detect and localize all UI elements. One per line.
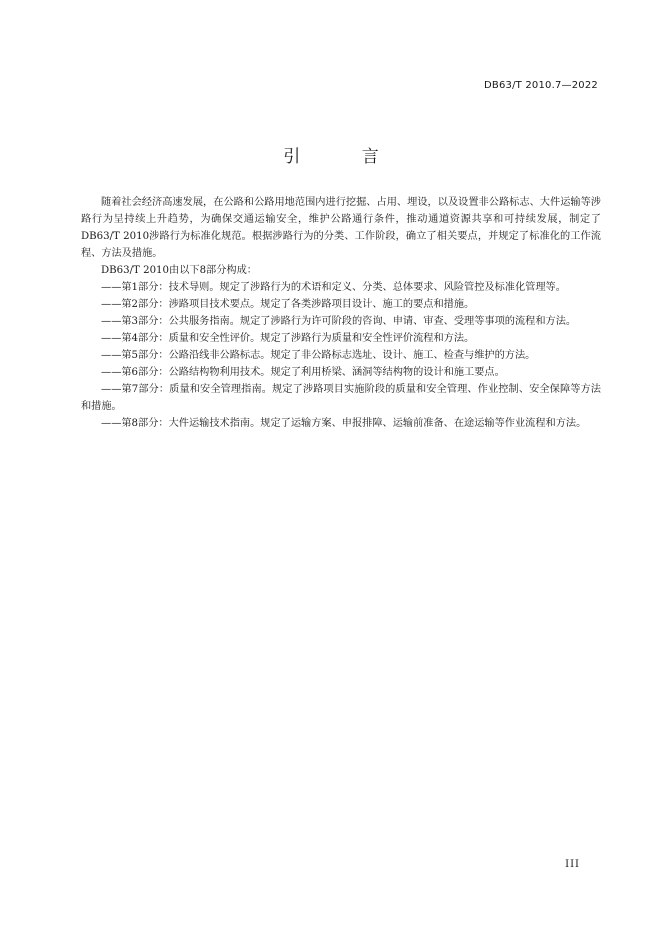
- parts-overview: DB63/T 2010由以下8部分构成：: [101, 265, 257, 276]
- part-item: ——第8部分：大件运输技术指南。规定了运输方案、申报排障、运输前准备、在途运输等作业流程和方法。: [101, 418, 587, 429]
- intro-paragraph: 随着社会经济高速发展，在公路和公路用地范围内进行挖掘、占用、埋设，以及设置非公路标志、大件运输等涉路行为呈持续上升趋势，为确保交通运输安全，维护公路通行条件，推动通道资源共享和可持续发展，制定了DB63/T 2010涉路行为标准化规范。根据涉路行为的分类、工作阶段，确立了相关要点，并规定了标准化的工作流程、方法及措施。: [81, 197, 601, 259]
- part-item: ——第2部分：涉路项目技术要点。规定了各类涉路项目设计、施工的要点和措施。: [101, 299, 475, 310]
- part-item: ——第7部分：质量和安全管理指南。规定了涉路项目实施阶段的质量和安全管理、作业控制、安全保障等方法和措施。: [81, 384, 601, 412]
- page-title: 引 言: [283, 147, 407, 167]
- part-item: ——第6部分：公路结构物利用技术。规定了利用桥梁、涵洞等结构物的设计和施工要点。: [101, 367, 505, 378]
- introduction-body: [81, 194, 601, 432]
- part-item: ——第4部分：质量和安全性评价。规定了涉路行为质量和安全性评价流程和方法。: [101, 333, 475, 344]
- part-item: ——第3部分：公共服务指南。规定了涉路行为许可阶段的咨询、申请、审查、受理等事项的流程和方法。: [101, 316, 577, 327]
- page-number: III: [565, 859, 580, 870]
- part-item: ——第5部分：公路沿线非公路标志。规定了非公路标志选址、设计、施工、检查与维护的方法。: [101, 350, 536, 361]
- standard-code: DB63/T 2010.7—2022: [484, 80, 598, 91]
- part-item: ——第1部分：技术导则。规定了涉路行为的术语和定义、分类、总体要求、风险管控及标准化管理等。: [101, 282, 566, 293]
